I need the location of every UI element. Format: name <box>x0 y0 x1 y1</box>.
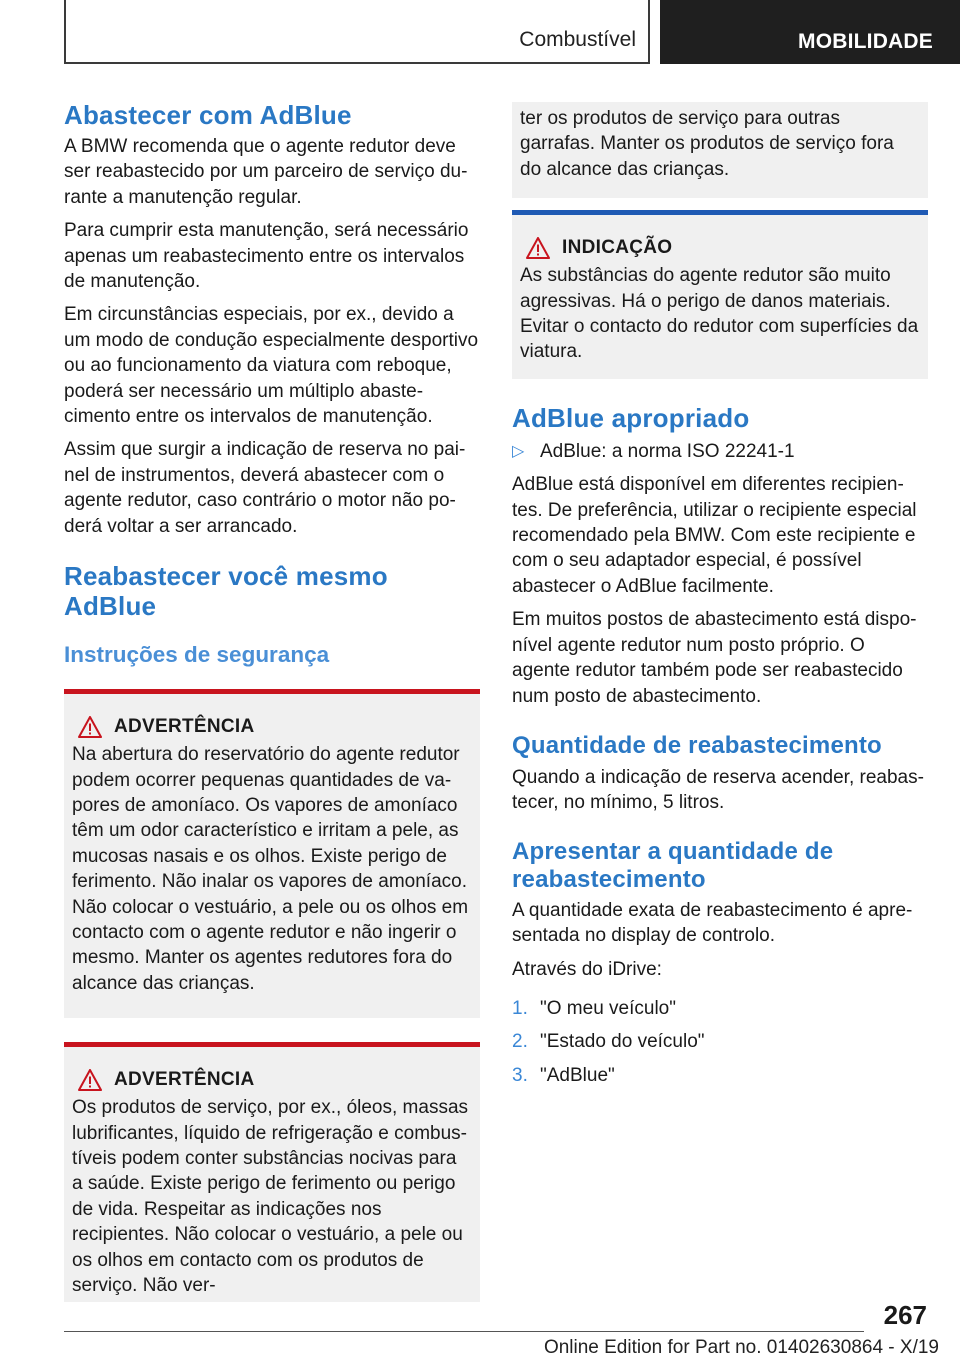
warning-title-label: ADVERTÊNCIA <box>114 716 255 738</box>
warning-title <box>78 716 472 738</box>
heading-abastecer: Abastecer com AdBlue <box>64 100 352 130</box>
paragraph: Assim que surgir a indicação de reserva no painel de instrumentos, deverá abastecer com o agente redutor, caso contrário o motor não poderá voltar a ser arrancado. <box>64 439 466 537</box>
warning-box <box>64 689 480 1018</box>
header-section-title: Combustível <box>519 28 636 51</box>
note-box <box>512 210 928 379</box>
step-text: "Estado do veículo" <box>540 1031 705 1053</box>
paragraph: Para cumprir esta manutenção, será necessário apenas um reabastecimento entre os intervalos de manutenção. <box>64 220 469 293</box>
paragraph: AdBlue está disponível em diferentes recipientes. De preferência, utilizar o recipiente especial recomendado pela BMW. Com este recipiente e com o seu adaptador especial, é possível abastecer o AdBlue facilmente. <box>512 474 917 597</box>
footer-rule <box>64 1331 864 1332</box>
paragraph: Quando a indicação de reserva acender, reabastecer, no mínimo, 5 litros. <box>512 766 924 814</box>
heading-quantidade: Quantidade de reabastecimento <box>512 731 882 759</box>
header-rule-left <box>64 0 66 64</box>
step-number: 1. <box>512 997 528 1019</box>
heading-apresentar: Apresentar a quantidade de reabastecimento <box>512 837 834 893</box>
paragraph: Através do iDrive: <box>512 958 662 980</box>
bullet-triangle-icon: ▷ <box>512 442 525 460</box>
header-rule-right <box>648 0 650 64</box>
paragraph: Em muitos postos de abastecimento está disponível agente redutor num posto próprio. O agente redutor também pode ser reabastecido num posto de abastecimento. <box>512 609 917 707</box>
footer-edition: Online Edition for Part no. 01402630864 - X/19 <box>543 1337 939 1358</box>
right-column <box>512 102 928 1088</box>
note-title-label: INDICAÇÃO <box>562 237 673 259</box>
header-rule-bottom <box>64 62 650 64</box>
note-text: As substâncias do agente redutor são muito agressivas. Há o perigo de danos materiais. Evitar o contacto do redutor com superfícies da viatura. <box>520 265 919 363</box>
warning-text: Na abertura do reservatório do agente redutor podem ocorrer pequenas quantidades de vapores de amoníaco. Os vapores de amoníaco têm um odor característico e irritam a pele, as mucosas nasais e os olhos. Existe perigo de ferimento. Não inalar os vapores de amoníaco. Não colocar o vestuário, a pele ou os olhos em contacto com o agente redutor e não ingerir o mesmo. Manter os agentes redutores fora do alcance das crianças. <box>72 744 469 994</box>
heading-instrucoes: Instruções de segurança <box>64 642 330 668</box>
note-title <box>526 237 920 259</box>
step-number: 3. <box>512 1064 528 1086</box>
list-item <box>512 1029 928 1054</box>
left-column <box>64 100 480 1302</box>
warning-triangle-icon <box>78 716 102 738</box>
warning-title <box>78 1069 472 1091</box>
page-number: 267 <box>883 1300 927 1330</box>
paragraph: A BMW recomenda que o agente redutor deve ser reabastecido por um parceiro de serviço durante a manutenção regular. <box>64 136 468 208</box>
step-text: "AdBlue" <box>540 1064 615 1086</box>
warning-triangle-icon <box>526 237 550 259</box>
list-item <box>512 439 928 464</box>
list-item <box>512 996 928 1021</box>
warning-text: ter os produtos de serviço para outras garrafas. Manter os produtos de serviço fora do alcance das crianças. <box>520 108 894 180</box>
warning-title-label: ADVERTÊNCIA <box>114 1069 255 1091</box>
list-item <box>512 1063 928 1088</box>
heading-apropriado: AdBlue apropriado <box>512 402 750 433</box>
warning-box <box>64 1042 480 1302</box>
step-text: "O meu veículo" <box>540 997 676 1019</box>
heading-reabastecer: Reabastecer você mesmo AdBlue <box>64 561 388 622</box>
steps-list <box>512 996 928 1088</box>
step-number: 2. <box>512 1031 528 1053</box>
header-chapter-tab: MOBILIDADE <box>660 0 960 64</box>
list-item-text: AdBlue: a norma ISO 22241-1 <box>540 440 795 462</box>
warning-text: Os produtos de serviço, por ex., óleos, massas lubrificantes, líquido de refrigeração e combustíveis podem conter substâncias nocivas para a saúde. Existe perigo de ferimento ou perigo de vida. Respeitar as indicações nos recipientes. Não colocar o vestuário, a pele ou os olhos em contacto com os produtos de serviço. Não ver- <box>72 1097 469 1296</box>
paragraph: A quantidade exata de reabastecimento é apresentada no display de controlo. <box>512 899 913 947</box>
paragraph: Em circunstâncias especiais, por ex., devido a um modo de condução especialmente desportivo ou ao funcionamento da viatura com reboque, poderá ser necessário um múltiplo abastecimento entre os intervalos de manutenção. <box>64 304 479 428</box>
warning-box-continued <box>512 102 928 198</box>
warning-triangle-icon <box>78 1069 102 1091</box>
